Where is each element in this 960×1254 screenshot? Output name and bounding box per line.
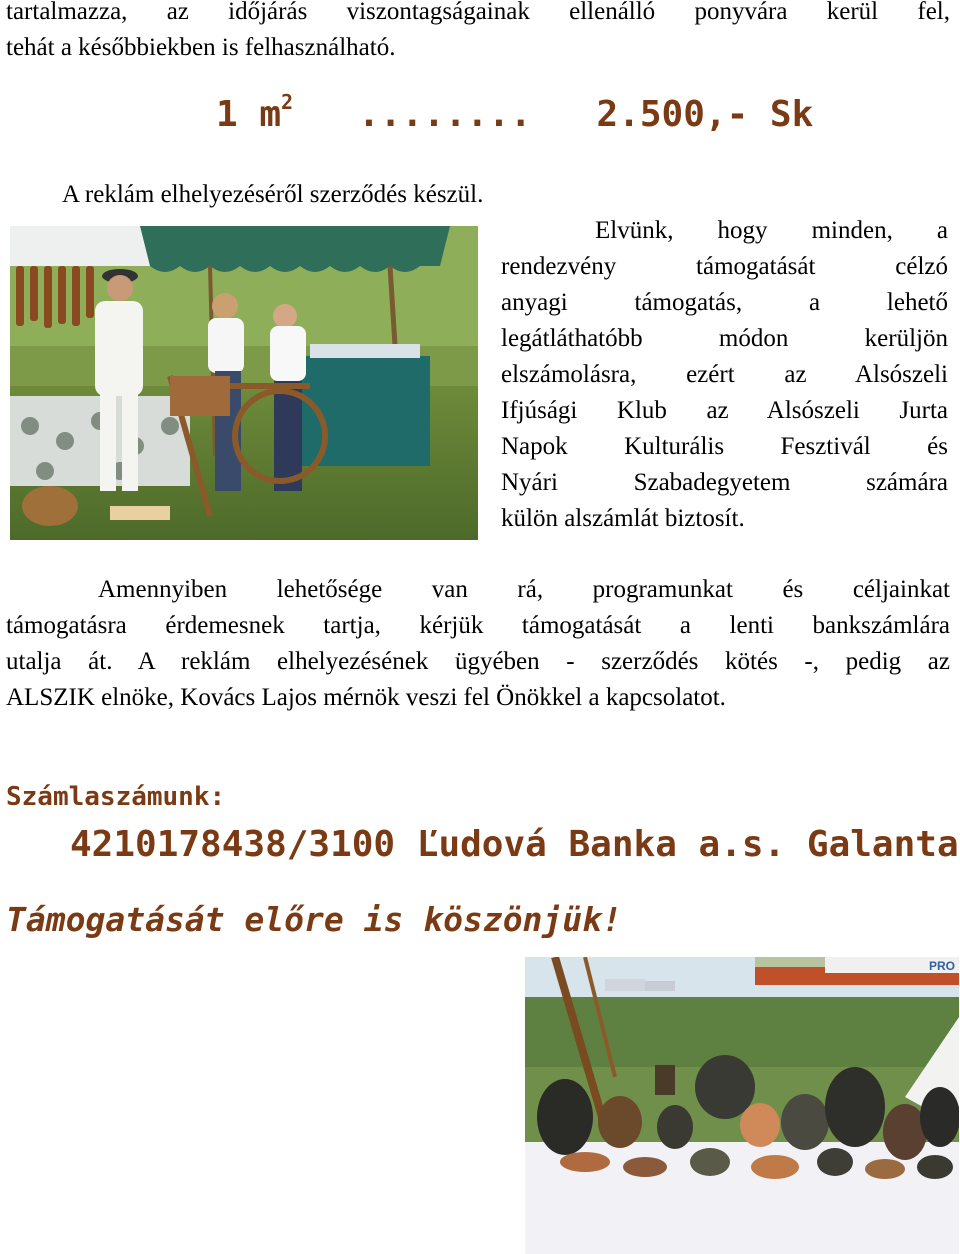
aside-line: Elvünk, hogy minden, a [595,217,948,244]
support-line: utalja át. A reklám elhelyezésének ügyében - szerződés kötés -, pedig az [6,648,950,675]
price-exponent: 2 [281,90,294,114]
aside-line: elszámolásra, ezért az Alsószeli [501,361,948,388]
intro-line: tartalmazza, az időjárás viszontagságainak ellenálló ponyvára kerül fel, [6,0,950,25]
account-number: 4210178438/3100 Ľudová Banka a.s. Galanta [70,824,959,865]
aside-line: külön alszámlát biztosít. [501,505,745,532]
banner-text: PRO [929,959,956,973]
price-dots: ........ [358,94,532,135]
aside-line: legátláthatóbb módon kerüljön [501,325,948,352]
intro-line: tehát a későbbiekben is felhasználható. [6,34,396,61]
intro-paragraph [6,0,950,66]
support-line: Amennyiben lehetősége van rá, programunkat és céljainkat [98,576,950,603]
pottery-display-photo [525,957,959,1254]
support-line: ALSZIK elnöke, Kovács Lajos mérnök veszi fel Önökkel a kapcsolatot. [6,684,726,711]
account-label: Számlaszámunk: [6,782,226,812]
price-unit: 1 m [216,94,282,135]
aside-paragraph [501,213,948,537]
aside-line: rendezvény támogatását célzó [501,253,948,280]
aside-line: anyagi támogatás, a lehető [501,289,948,316]
aside-line: Ifjúsági Klub az Alsószeli Jurta [501,397,948,424]
aside-line: Napok Kulturális Fesztivál és [501,433,948,460]
reklam-note: A reklám elhelyezéséről szerződés készül. [62,181,484,208]
support-line: támogatásra érdemesnek tartja, kérjük támogatását a lenti bankszámlára [6,612,950,639]
market-stall-photo [10,226,478,540]
aside-line: Nyári Szabadegyetem számára [501,469,948,496]
thanks-message: Támogatását előre is köszönjük! [6,900,622,939]
support-paragraph [6,572,950,716]
price-line [216,90,814,135]
price-amount: 2.500,- Sk [596,94,814,135]
